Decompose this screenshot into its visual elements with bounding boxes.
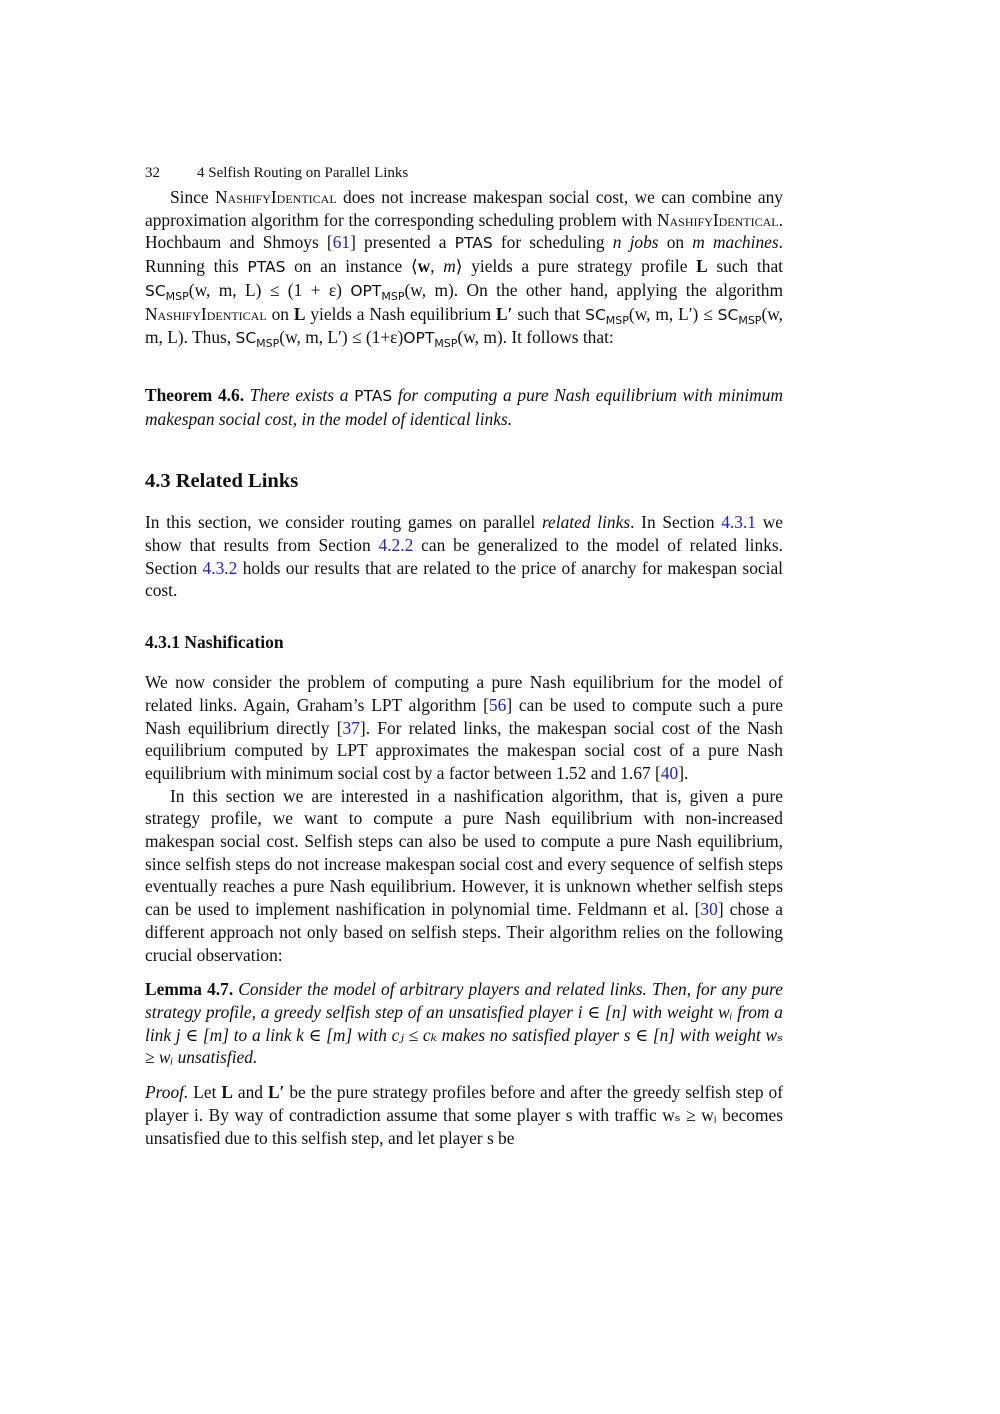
page-content [145, 160, 783, 1149]
citation-link[interactable]: 56 [488, 694, 507, 715]
running-header [145, 160, 783, 186]
running-title: 4 Selfish Routing on Parallel Links [197, 165, 409, 181]
paragraph-nashify: Since NashifyIdentical does not increase makespan social cost, we can combine any approximation algorithm for the corresponding scheduling problem with NashifyIdentical. Hochbaum and Shmoys [61] presented a PTAS for scheduling n jobs on m machines. Running this PTAS on an instance ⟨w, m⟩ yields a pure strategy profile L such that $SC_{MSP}(w$, m, L) ≤ (1 + ε) $OPT_{MSP}(w$, m). On the other hand, applying the algorithm NashifyIdentical on L yields a Nash equilibrium L′ such that $SC_{MSP}(w$, m, $L') \le SC_{MSP}(w$, m, L). Thus, $SC_{MSP}(w$, m, $L') \le (1+\varepsilon)OPT_{MSP}(w$, m). It follows that: [145, 187, 784, 351]
subsection-title: 4.3.1 Nashification [145, 632, 284, 653]
section-link[interactable]: 4.3.2 [202, 557, 238, 578]
citation-link[interactable]: 40 [660, 762, 679, 783]
theorem-4-6: Theorem 4.6. There exists a PTAS for computing a pure Nash equilibrium with minimum makespan social cost, in the model of identical links. [145, 384, 783, 429]
proof: Proof. Let L and L′ be the pure strategy profiles before and after the greedy selfish step of player i. By way of contradiction assume that some player s with traffic wₛ ≥ wᵢ becomes unsatisfied due to this selfish step, and let player s be [145, 1082, 784, 1148]
section-link[interactable]: 4.3.1 [721, 512, 756, 533]
algo-name: NashifyIdentical [214, 187, 337, 207]
paragraph-lpt: We now consider the problem of computing a pure Nash equilibrium for the model of related links. Again, Graham’s LPT algorithm [56] can be used to compute such a pure Nash equilibrium directly [37]. For related links, the makespan social cost of the Nash equilibrium computed by LPT approximates the makespan social cost of a pure Nash equilibrium with minimum social cost by a factor between 1.52 and 1.67 [40]. [145, 672, 784, 783]
algo-name: NashifyIdentical [656, 209, 779, 230]
lemma-4-7: Lemma 4.7. Consider the model of arbitrary players and related links. Then, for any pure strategy profile, a greedy selfish step of an unsatisfied player i ∈ [n] with weight wᵢ from a link j ∈ [m] to a link k ∈ [m] with cⱼ ≤ cₖ makes no satisfied player s ∈ [n] with weight wₛ ≥ wᵢ unsatisfied. [145, 979, 784, 1068]
citation-link[interactable]: 30 [700, 899, 718, 920]
citation-link[interactable]: 37 [342, 717, 360, 738]
page-number: 32 [145, 165, 160, 181]
citation-link[interactable]: 61 [332, 232, 351, 253]
section-link[interactable]: 4.2.2 [378, 535, 414, 556]
section-title: 4.3 Related Links [145, 470, 299, 493]
paragraph-related-links: In this section, we consider routing games on parallel related links. In Section 4.3.1 we show that results from Section 4.2.2 can be generalized to the model of related links. Section 4.3.2 holds our results that are related to the price of anarchy for makespan social cost. [145, 512, 784, 601]
paragraph-nashification: In this section we are interested in a nashification algorithm, that is, given a pure strategy profile, we want to compute a pure Nash equilibrium with non-increased makespan social cost. Selfish steps can also be used to compute a pure Nash equilibrium, since selfish steps do not increase makespan social cost and every sequence of selfish steps eventually reaches a pure Nash equilibrium. However, it is unknown whether selfish steps can be used to implement nashification in polynomial time. Feldmann et al. [30] chose a different approach not only based on selfish steps. Their algorithm relies on the following crucial observation: [145, 785, 783, 965]
